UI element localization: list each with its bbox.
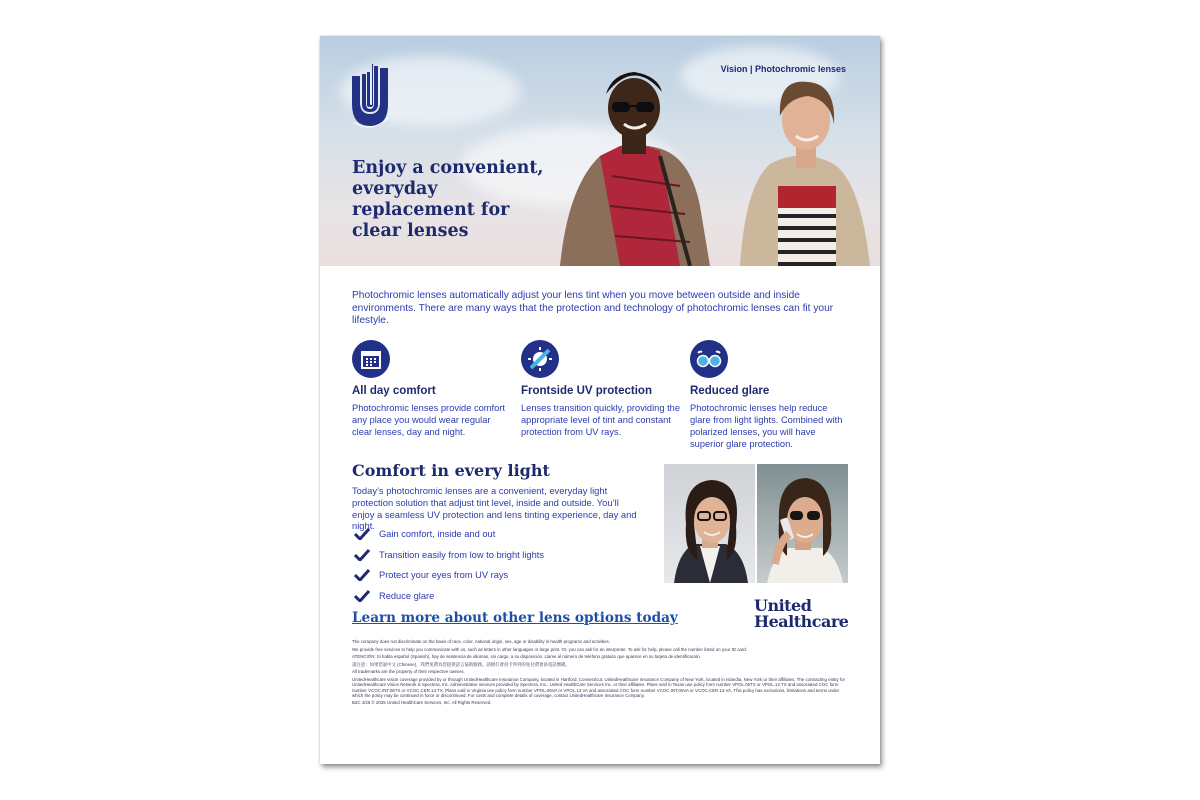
lifestyle-photos xyxy=(664,464,848,583)
brand-line: United xyxy=(754,596,812,615)
legal-line: ATENCIÓN: Si habla español (Spanish), hay de asistencia de idiomas, sin cargo, a su disposición. Llame al número de teléfono gratuito que aparece en su tarjeta de identificación. xyxy=(352,654,701,660)
checklist-label: Reduce glare xyxy=(379,590,435,601)
unitedhealthcare-logo xyxy=(754,598,848,630)
checklist-label: Protect your eyes from UV rays xyxy=(379,570,509,581)
feature-all-day-comfort xyxy=(352,340,512,438)
legal-line: The company does not discriminate on the basis of race, color, national origin, sex, age or disability in health programs and activities. xyxy=(352,639,610,644)
list-item xyxy=(354,545,544,566)
feature-title: Reduced glare xyxy=(690,385,770,397)
feature-body: Lenses transition quickly, providing the appropriate level of tint and constant protection from UV rays. xyxy=(521,403,680,437)
feature-body: Photochromic lenses help reduce glare from light lights. Combined with polarized lenses, you will have superior glare protection. xyxy=(690,403,843,449)
page-title: Enjoy a convenient, everyday replacement for clear lenses xyxy=(352,158,544,241)
legal-line: UnitedHealthcare vision coverage provided by or through UnitedHealthcare Insurance Company, located in Hartford, Connecticut, UnitedHealthcare Insurance Company of New York, located in Islandia, New York or their affiliates. The contracting entity for UnitedHealthcare Vision Network is Spectera, Inc. Administrative services provided by Spectera, Inc., United HealthCare Services Inc. or their affiliates. Plans sold in Texas use policy form number VPOL.06TX or VPOL.13.TX and associated COC form number VCOC.INT.06TX or VCOC.CER.13.TX. Plans sold in Virginia use policy form number VPOL.06VA or VPOL.13.VA and associated COC form number VCOC.INT.06VA or VCOC.CER.13.VA. This policy has exclusions, limitations and terms under which the policy may be continued in force or discontinued. For costs and complete details of coverage, contact UnitedHealthcare Insurance Company. xyxy=(352,676,845,698)
learn-more-link[interactable]: Learn more about other lens options today xyxy=(352,610,678,626)
feature-title: Frontside UV protection xyxy=(521,385,652,397)
feature-reduced-glare xyxy=(690,340,850,450)
checkmark-icon xyxy=(354,590,370,602)
list-item xyxy=(354,524,544,545)
legal-line: 請注意：如果您說中文 (Chinese)，我們免費為您提供語言協助服務。請撥打會員卡所列的免付費會員電話號碼。 xyxy=(352,661,570,667)
checklist-label: Gain comfort, inside and out xyxy=(379,529,496,540)
legal-line: All trademarks are the property of their respective owners. xyxy=(352,669,465,675)
flyer-page xyxy=(320,36,880,764)
uv-sun-icon xyxy=(521,340,559,378)
feature-frontside-uv xyxy=(521,340,681,438)
list-item xyxy=(354,565,544,586)
photo-woman-sunglasses-phone xyxy=(757,464,848,583)
checkmark-icon xyxy=(354,569,370,581)
section-heading-comfort: Comfort in every light xyxy=(352,461,550,480)
sunglasses-icon xyxy=(690,340,728,378)
feature-body: Photochromic lenses provide comfort any place you would wear regular clear lenses, day and night. xyxy=(352,403,505,437)
legal-line: We provide free services to help you communicate with us, such as letters in other languages or large print. Or, you can ask for an interpreter. To ask for help, please call the number listed on your ID card. xyxy=(352,646,747,652)
uhc-logo-icon xyxy=(350,62,390,132)
list-item xyxy=(354,586,544,607)
feature-title: All day comfort xyxy=(352,385,436,397)
checklist-label: Transition easily from low to bright lights xyxy=(379,549,544,560)
benefits-checklist xyxy=(354,524,544,606)
legal-disclaimer xyxy=(352,639,850,708)
intro-paragraph: Photochromic lenses automatically adjust your lens tint when you move between outside and inside environments. There are many ways that the protection and technology of photochromic lenses can fit your lifestyle. xyxy=(352,290,834,326)
legal-line: B2C 4/25 © 2025 United HealthCare Services, Inc. All Rights Reserved. xyxy=(352,700,492,706)
photo-woman-glasses xyxy=(664,464,755,583)
checkmark-icon xyxy=(354,528,370,540)
calendar-icon xyxy=(352,340,390,378)
brand-line: Healthcare xyxy=(754,612,849,631)
hero-banner xyxy=(320,36,880,266)
checkmark-icon xyxy=(354,549,370,561)
breadcrumb: Vision | Photochromic lenses xyxy=(720,64,846,74)
comfort-paragraph: Today’s photochromic lenses are a convenient, everyday light protection solution that adjust tint level, inside and outside. You’ll enjoy a seamless UV protection and lens tinting experience, day and night. xyxy=(352,485,637,532)
